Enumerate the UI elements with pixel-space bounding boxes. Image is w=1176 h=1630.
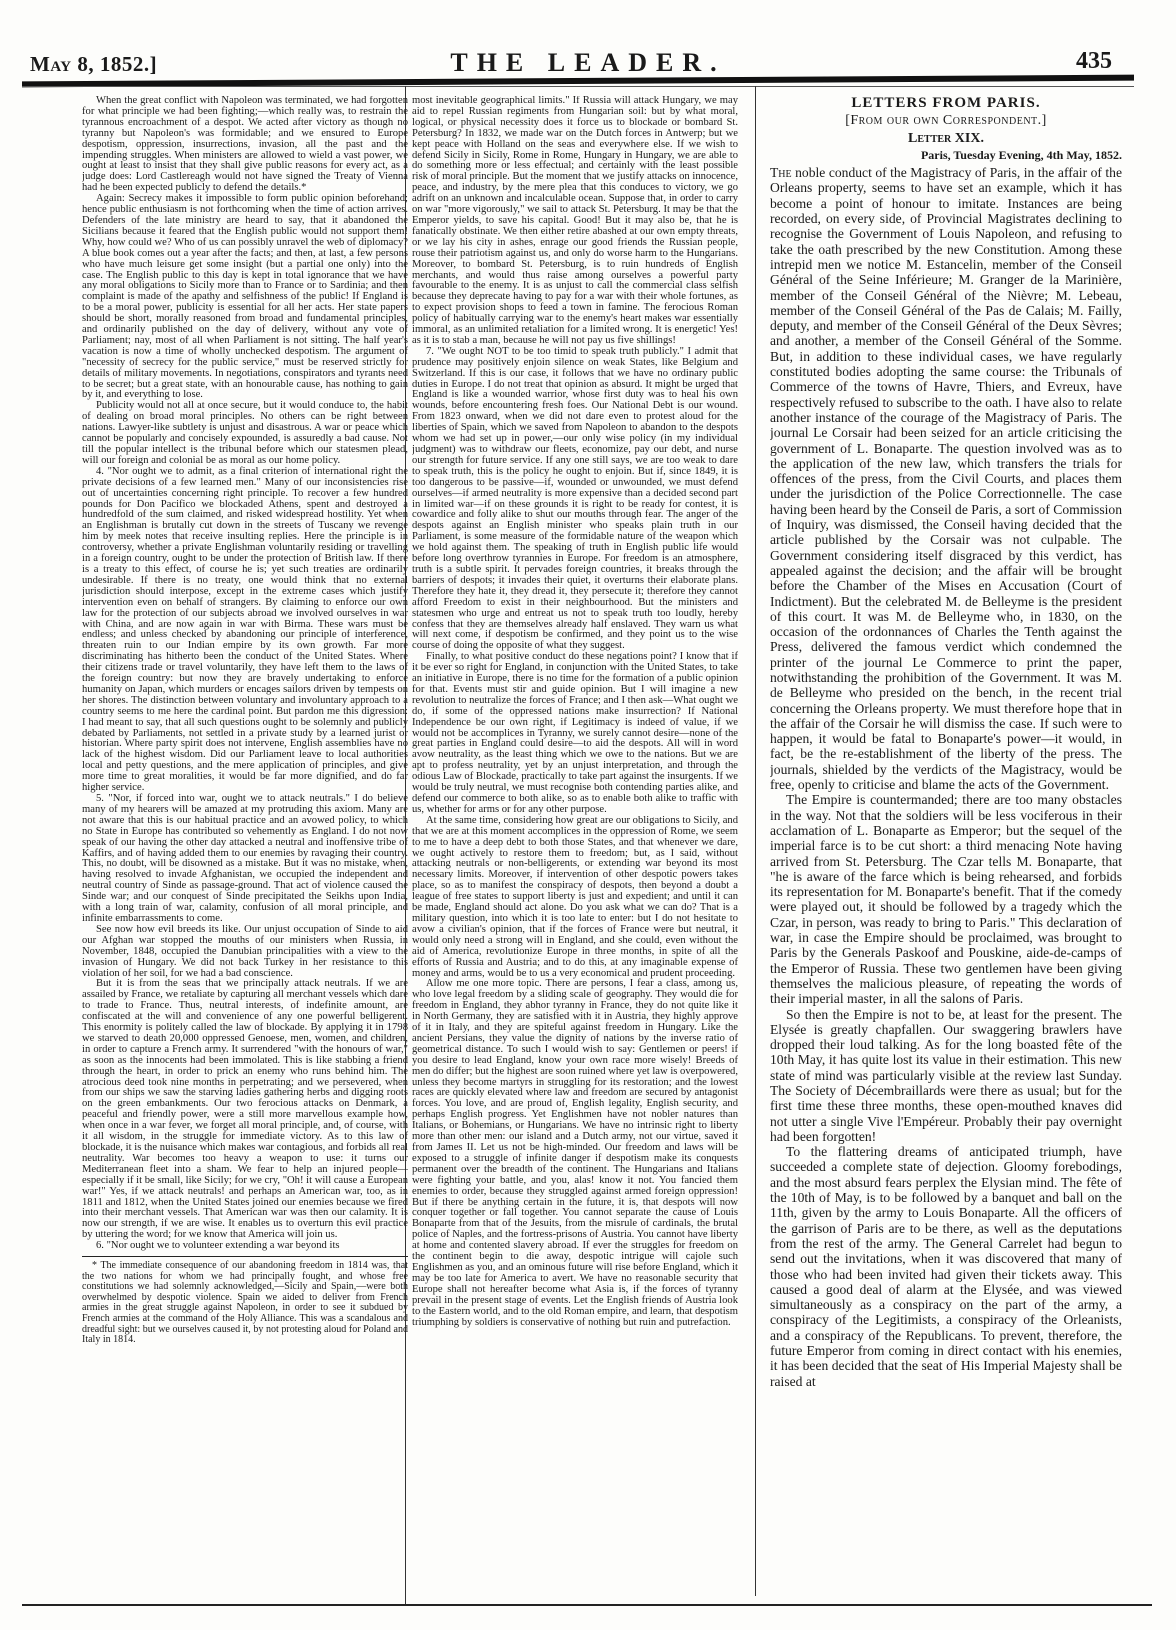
footnote-rule (82, 1256, 408, 1257)
masthead (0, 0, 1176, 86)
right-column (770, 96, 1122, 1516)
article-paragraph: But it is from the seas that we principally attack neutrals. If we are assailed by France, we retaliate by capturing all merchant vessels which dare to trade to France. Thus, neutral interests, of indefinite amount, are confiscated at the will and convenience of any one powerful belligerent. This enormity is politely called the law of blockade. By applying it in 1798 we starved to death 20,000 oppressed Genoese, men, women, and children, in order to capture a French army. It surrendered "with the honours of war," as soon as the innocents had been immolated. This is like stabbing a friend through the heart, in order to prick an enemy who runs behind him. The atrocious deed took nine months in perpetrating; and we persevered, when from our ships we saw the starving ladies gathering herbs and digging roots on the green embankments. Our two ferocious attacks on Denmark, a peaceful and friendly power, were a still more marvellous example how, when once in a war fever, we forget all moral principle, and, of course, with it all wisdom, in the struggle for immediate victory. As to this law of blockade, it is the nuisance which makes war contagious, and forbids all real neutrality. War becomes too heavy a weapon to use: it turns our Mediterranean fleet into a sham. We fear to help an injured people—especially if it be small, like Sicily; for we cry, "Oh! it will cause a European war!" Yes, if we attack neutrals! and perhaps an American war, too, as in 1811 and 1812, when the United States joined our enemies because we fired into their merchant vessels. That American war was then our calamity. It is now our strength, if we are wise. It enables us to overturn this evil practice by uttering the word; for we know that America will join us. (82, 978, 408, 1241)
article-paragraph (770, 165, 1122, 792)
issue-date: May 8, 1852.] (30, 52, 158, 76)
article-paragraph: 4. "Nor ought we to admit, as a final criterion of international right the private decisions of a few learned men." Many of our inconsistencies rise out of uncertainties concerning right principle. To recover a few hundred pounds for Don Pacifico we blockaded Athens, spent and destroyed a hundredfold of the sum claimed, and risked widespread hostility. Yet when an Englishman is brutally cut down in the streets of Tuscany we revenge him by meek notes that receive insulting replies. Here the principle is in controversy, whether a private Englishman voluntarily residing or travelling in a foreign country, ought to be under the protection of British law. If there is a treaty to this effect, of course he is; yet such treaties are ordinarily undesirable. If there is no treaty, one would think that no external jurisdiction should interpose, except in the extreme cases which justify intervention even on behalf of strangers. By claiming to enforce our own law for the protection of our subjects abroad we involved ourselves in war with China, and are now again in war with Birma. These wars must be endless; and unless checked by abandoning our principle of interference, threaten ruin to our Indian empire by its own growth. Far more discriminating has hitherto been the conduct of the United States. Where their citizens trade or travel voluntarily, they have left them to the laws of the foreign country: but now they are bravely undertaking to enforce humanity on Japan, which murders or encages sailors driven by tempests on her shores. The distinction between voluntary and involuntary approach to a country seems to me here the cardinal point. But pardon me this digression: I had meant to say, that all such questions ought to be solemnly and publicly debated by Parliaments, not settled in a private study by a learned jurist or historian. Where party spirit does not intervene, English assemblies have no lack of the highest wisdom. Did our Parliament leave to local authorities local and petty questions, and the mere application of principles, and give more time to great moralities, it would be far more dignified, and do far higher service. (82, 465, 408, 794)
section-subheading: [From our own Correspondent.] (845, 113, 1047, 129)
letter-number: Letter XIX. (908, 130, 984, 146)
article-paragraph: See now how evil breeds its like. Our unjust occupation of Sinde to aid our Afghan war stopped the mouths of our ministers when Russia, in November, 1848, occupied the Danubian principalities with a view to the invasion of Hungary. We did not back Turkey in her resistance to this violation of her soil, for we had a bad conscience. (82, 923, 408, 979)
paragraph-text: noble conduct of the Magistracy of Paris, in the affair of the Orleans property, seems to have set an example, which it has become a point of honour to imitate. Instances are being recorded, on every side, of Provincial Magistrates declining to recognise the Government of Louis Napoleon, and refusing to take the oath prescribed by the new Constitution. Among these intrepid men we notice M. Estancelin, member of the Conseil Général of the Seine Inférieure; M. Granger de la Marinière, member of the Conseil Général of the Nièvre; M. Lebeau, member of the Conseil Général of the Pas de Calais; M. Failly, deputy, and member of the Conseil Général of the Deux Sèvres; and another, a member of the Conseil Général of the Somme. But, in addition to these individual cases, we have regularly constituted bodies adopting the same course: the Tribunals of Commerce of the towns of Havre, Thiers, and Evreux, have respectively refused to subscribe to the oath. I have also to relate another instance of the courage of the Magistracy of Paris. The journal Le Corsair had been seized for an article criticising the government of L. Bonaparte. The question involved was as to the application of the new law, which transfers the trials for offences of the press, from the Civil Courts, and places them under the jurisdiction of the Police Correctionnelle. The case having been heard by the Conseil de Paris, a sort of Commission of Inquiry, was dismissed, the Conseil having decided that the article published by the Corsair was not culpable. The Government considering itself disgraced by this verdict, has appealed against the decision; and the affair will be brought before the Chamber of the Mises en Accusation (Court of Indictment). But the celebrated M. de Belleyme is the president of this court. It was M. de Belleyme who, in 1830, on the occasion of the ordonnances of Charles the Tenth against the Press, delivered the famous verdict which condemned the printer of the journal Le Commerce to print the paper, notwithstanding the prohibition of the Government. It was M. de Belleyme who presided on the bench, in the recent trial concerning the Orleans property. We must therefore hope that in the affair of the Corsair he will dismiss the case. If such were to happen, it would be fatal to Bonaparte's power—it would, in fact, be the re-establishment of the liberty of the press. The journals, shielded by the verdicts of the Magistracy, would be free, openly to criticise and blame the acts of the Government. (770, 165, 1122, 793)
footnote-text: * The immediate consequence of our abandoning freedom in 1814 was, that the two nations for whom we had principally fought, and whose free constitutions we had solemnly acknowledged,—Sicily and Spain,—were both overwhelmed by despotic violence. Spain we aided to deliver from French armies in the great struggle against Napoleon, in order to see it subdued by French armies at the command of the Holy Alliance. This was a scandalous and dreadful sight: but we ourselves caused it, by not protesting aloud for Poland and Italy in 1814. (82, 1260, 408, 1346)
article-paragraph: Allow me one more topic. There are persons, I fear a class, among us, who love legal freedom by a sliding scale of geography. They would die for freedom in England, they abhor tyranny in France, they do not quite like it in North Germany, they are satisfied with it in Austria, they highly approve of it in Italy, and they are spiteful against freedom in Hungary. Like the ancient Persians, they value the dignity of nations by the inverse ratio of geometrical distance. To such I would wish to say: Gentlemen or peers! if you desire to lead England, know your own race more wisely! Breeds of men do differ; but the highest are soon ruined where yet law is overpowered, unless they become martyrs in struggling for its restoration; and the lowest races are quickly elevated where law and freedom are secured by antagonist forces. You love, and are proud of, English legality, English security, and perhaps English progress. Yet Englishmen have not nobler natures than Italians, or Bohemians, or Hungarians. We have no intrinsic right to liberty more than other men: our island and a Dutch army, not our virtue, saved it from James II. Let us not be high-minded. Our freedom and laws will be exposed to a struggle of infinite danger if despotism make its conquests permanent over the breadth of the continent. The Hungarians and Italians were fighting your battle, and you, alas! know it not. You fancied them enemies to order, because they struggled against armed foreign oppression! But if there be anything certain in the future, it is, that despots will now conquer together or fall together. You cannot separate the cause of Louis Bonaparte from that of the Jesuits, from the misrule of cardinals, the brutal police of Naples, and the fortress-prisons of Austria. You cannot have liberty at home and contented slavery abroad. If ever the struggles for freedom on the continent begin to die away, despotic intrigue will cajole such Englishmen as you, and an ominous future will rise before England, which it may be too late for America to avert. We have no reasonable security that Europe shall not hereafter become what Asia is, if the forces of tyranny prevail in the present stage of events. Let the English friends of Austria look to the Eastern world, and to the old Roman empire, and learn, that despotism triumphing by soldiers is conservative of nothing but ruin and putrefaction. (412, 978, 738, 1328)
article-paragraph: Finally, to what positive conduct do these negations point? I know that if it be ever so right for England, in conjunction with the United States, to take an initiative in Europe, there is no time for the formation of a public opinion for that. Events must stir and guide opinion. But I will imagine a new revolution to neutralize the forces of France; and I then ask—What ought we do, if some of the oppressed nations make insurrection? If National Independence be our own right, if Legitimacy is indeed of value, if we would not be accomplices in Tyranny, we surely cannot desire—none of the great parties in England could desire—to aid the despots. All will in word avow neutrality, as the least thing which we owe to the nations. But we are apt to profess neutrality, yet by an unjust interpretation, and through the odious Law of Blockade, practically to take part against the insurgents. If we would be truly neutral, we must recognise both contending parties alike, and defend our commerce to both alike, so as to enable both alike to traffic with us, whether for arms or for any other purpose. (412, 651, 738, 815)
article-paragraph: most inevitable geographical limits." If Russia will attack Hungary, we may aid to repel Russian regiments from Hungarian soil: but by what moral, logical, or physical necessity does it force us to blockade or bombard St. Petersburg? In 1832, we made war on the Dutch forces in Antwerp; but we kept peace with Holland on the seas and everywhere else. If we wish to defend Sicily in Sicily, Rome in Rome, Hungary in Hungary, we are able to do something more or less effectual; and certainly with the least possible risk of moral principle. But the moment that we justify attacks on innocence, peace, and industry, by the mere plea that this conduces to victory, we go adrift on an unknown and incalculable ocean. Suppose that, in order to carry on war "more vigorously," we sail to attack St. Petersburg. It may be that the Emperor yields, to save his capital. Good! But it may also be, that he is fanatically obstinate. We then either retire abashed at our own empty threats, or we lay his city in ashes, enrage our good friends the Russian people, rouse their patriotism against us, and only do worse harm to the Hungarians. Moreover, to bombard St. Petersburg, is to ruin hundreds of English merchants, and would thus raise among ourselves a powerful party favourable to the enemy. It is as unjust to call the commercial class selfish because they deprecate having to pay for a war with their whole fortunes, as to expect provision shops to feed a town in famine. The ferocious Roman policy of habitually carrying war to the enemy's heart makes war essentially immoral, as an unlimited retaliation for a limited wrong. It is energetic! Yes! as it is to stab a man, because he will not pay us five shillings! (412, 96, 738, 346)
article-paragraph: When the great conflict with Napoleon was terminated, we had forgotten for what principle we had been fighting;—which really was, to restrain the tyrannous encroachment of a despot. We acted after victory as though no tyranny but Napoleon's was formidable; and we ensured to Europe despotism, oppression, insurrections, invasion, all the past and the impending struggles. When ministers are allowed to wield a vast power, we ought at least to insist that they shall give public reasons for every act, as a judge does: Lord Castlereagh would not have signed the Treaty of Vienna had he been expected publicly to defend the details.* (82, 96, 408, 194)
lead-word: The (770, 165, 792, 181)
article-paragraph: Publicity would not all at once secure, but it would conduce to, the habit of dealing on broad moral principles. No others can be right between nations. Lawyer-like subtlety is unjust and disastrous. A war or peace which cannot be popularly and concisely expounded, is assuredly a bad cause. Not till the popular intellect is the tribunal before which our statesmen plead, will our foreign and colonial be as moral as our home policy. (82, 400, 408, 466)
article-paragraph: So then the Empire is not to be, at least for the present. The Elysée is greatly chapfallen. Our swaggering brawlers have dropped their loud talking. As for the long boasted fête of the 10th May, it has quite lost its value in their estimation. This new state of mind was particularly visible at the review last Sunday. The Society of Décembraillards were there as usual; but for the first time these three months, these open-mouthed knaves did not utter a single Vive l'Empéreur. Probably their pay overnight had been forgotten! (770, 1006, 1122, 1144)
article-paragraph: To the flattering dreams of anticipated triumph, have succeeded a complete state of dejection. Gloomy forebodings, and the most absurd fears perplex the Elysian mind. The fête of the 10th of May, is to be followed by a banquet and ball on the 11th, given by the army to Louis Bonaparte. All the officers of the garrison of Paris are to be there, as well as the deputations from the rest of the army. The General Carrelet had begun to send out the invitations, when it was discovered that many of those who had been invited had given their tickets away. This caused a good deal of alarm at the Elysée, and was viewed simultaneously as a conspiracy on the part of the army, a conspiracy of the Legitimists, a conspiracy of the Orleanists, and a conspiracy of the Republicans. To prevent, therefore, the future Emperor from coming in direct contact with his enemies, it has been decided that the seat of His Imperial Majesty shall be raised at (770, 1144, 1122, 1389)
column-divider-2 (755, 86, 756, 1596)
article-paragraph: 7. "We ought NOT to be too timid to speak truth publicly." I admit that prudence may positively enjoin silence on weak States, like Belgium and Switzerland. If this is our case, it follows that we have no ordinary public duties in Europe. I do not treat that opinion as absurd. It might be urged that England is like a wounded warrior, whose first duty was to heal his own wounds, before encountering fresh foes. Our National Debt is our wound. From 1823 onward, when we did not dare even to protest aloud for the liberties of Spain, which we saved from Napoleon to abandon to the despots whom we had set up in power,—our only wise policy (in my individual judgment) was to withdraw our fleets, economize, pay our debt, and nurse our strength for future service. If any one still says, we are too weak to dare to speak truth, this is the policy he ought to enjoin. But if, since 1849, it is too dangerous to be passive—if, wounded or unwounded, we must defend ourselves—if armed neutrality is more expensive than a decided second part in limited war—if on these grounds it is right to be ready for contest, it is cowardice and folly alike to shut our mouths through fear. The anger of the despots against an English minister who speaks plain truth in our Parliament, is some measure of the formidable nature of the weapon which we hold against them. The speaking of truth in English public life would before long overthrow tyrannies in Europe. For freedom is an atmosphere, truth is a subtle spirit. It pervades foreign countries, it breaks through the barriers of despots; it invades their quiet, it overturns their elaborate plans. Therefore they hate it, they dread it, they persecute it; therefore they cannot afford Freedom to exist in their neighbourhood. But the ministers and statesmen who urge and entreat us not to speak truth too loudly, hereby confess that they are themselves already half enslaved. They warn us what will next come, if despotism be confirmed, and they point us to the wise course of doing the opposite of what they suggest. (412, 345, 738, 652)
article-paragraph: 6. "Nor ought we to volunteer extending a war beyond its (96, 1240, 340, 1252)
article-paragraph: At the same time, considering how great are our obligations to Sicily, and that we are at this moment accomplices in the oppression of Rome, we seem to me to have a deep debt to both those States, and that whenever we dare, we ought actively to restore them to freedom; but, as I said, without attacking neutrals or non-belligerents, or extending war beyond its most necessary limits. Moreover, if intervention of other despotic powers takes place, so as to manifest the conspiracy of despots, then beyond a doubt a league of free states to support liberty is just and expedient; and until it can be made, England should act alone. Do you ask what we can do? That is a military question, into which it is too late to enter: but I do not hesitate to avow a civilian's opinion, that if the forces of France were but neutral, it would only need a strong will in England, and she could, even without the aid of America, revolutionize Europe in three months, in spite of all the efforts of Russia and Austria; and to do this, at any imaginable expense of money and arms, would be to us a very economical and prudent proceeding. (412, 814, 738, 979)
article-paragraph: Again: Secrecy makes it impossible to form public opinion beforehand; hence public enthusiasm is not forthcoming when the time of action arrives. Defenders of the late ministry are heard to say, that it abandoned the Sicilians because it feared that the English public would not support them! Why, how could we? Who of us can possibly unravel the web of diplomacy? A blue book comes out a year after the facts; and then, at last, a few persons who have much leisure get some insight (but a partial one only) into the case. The English public to this day is kept in total ignorance that we have any moral obligations to Sicily more than to France or to Sardinia; and then complaint is made of the apathy and selfishness of the public! If England is to be a moral power, publicity is essential for all her acts. Her state papers should be short, morally reasoned from broad and fundamental principles, and ordinarily published on the day of delivery, without any vote of Parliament; nay, most of all when Parliament is not sitting. The half year's vacation is now a time of wholly unchecked despotism. The argument of "necessity of secrecy for the public service," must be reserved strictly for details of military movements. In negotiations, conspirators and tyrants need to be secret; but a great state, with an honourable cause, has nothing to gain by it, and everything to lose. (82, 193, 408, 401)
footnote (82, 1261, 408, 1346)
newspaper-title: THE LEADER. (450, 48, 726, 77)
middle-column (412, 96, 738, 1596)
page-number: 435 (1076, 48, 1112, 74)
left-column (82, 96, 408, 1546)
masthead-thin-rule (22, 86, 1134, 87)
article-paragraph: The Empire is countermanded; there are too many obstacles in the way. Not that the soldiers will be less vociferous in their acclamation of L. Bonaparte as Emperor; but the sequel of the imperial farce is to be cut short: a third menacing Note having arrived from St. Petersburg. The Czar tells M. Bonaparte, that "he is aware of the farce which is being rehearsed, and forbids its representation for M. Bonaparte's benefit. That if the comedy were played out, it should be followed by a tragedy which the Czar, in person, was ready to bring to Paris." This declaration of war, in case the Empire should be proclaimed, was brought to Paris by the Generals Paskoof and Pouskine, aide-de-camps of the Emperor of Russia. These two gentlemen have been giving themselves the malicious pleasure, of repeating the words of their imperial master, in all the salons of Paris. (770, 792, 1122, 1007)
dateline: Paris, Tuesday Evening, 4th May, 1852. (920, 147, 1122, 162)
section-heading: LETTERS FROM PARIS. (851, 96, 1041, 111)
bottom-rule (22, 1604, 1152, 1606)
article-paragraph: 5. "Nor, if forced into war, ought we to attack neutrals." I do believe many of my hearers will be amazed at my protruding this axiom. Many are not aware that this is our habitual practice and an avowed policy, to which no State in Europe has contributed so vehemently as England. I do not now speak of our having the other day attacked a neutral and inoffensive tribe of Kaffirs, and of having added them to our enemies by ravaging their country. This, no doubt, will be disowned as a mistake. But it was no mistake, when, having resolved to invade Afghanistan, we occupied the independent and neutral country of Sinde as passage-ground. That act of violence caused the Sinde war; and our conquest of Sinde precipitated the Seikhs upon India, with a long train of war, calamity, confusion of all moral principle, and infinite embarrassments to come. (82, 793, 408, 924)
